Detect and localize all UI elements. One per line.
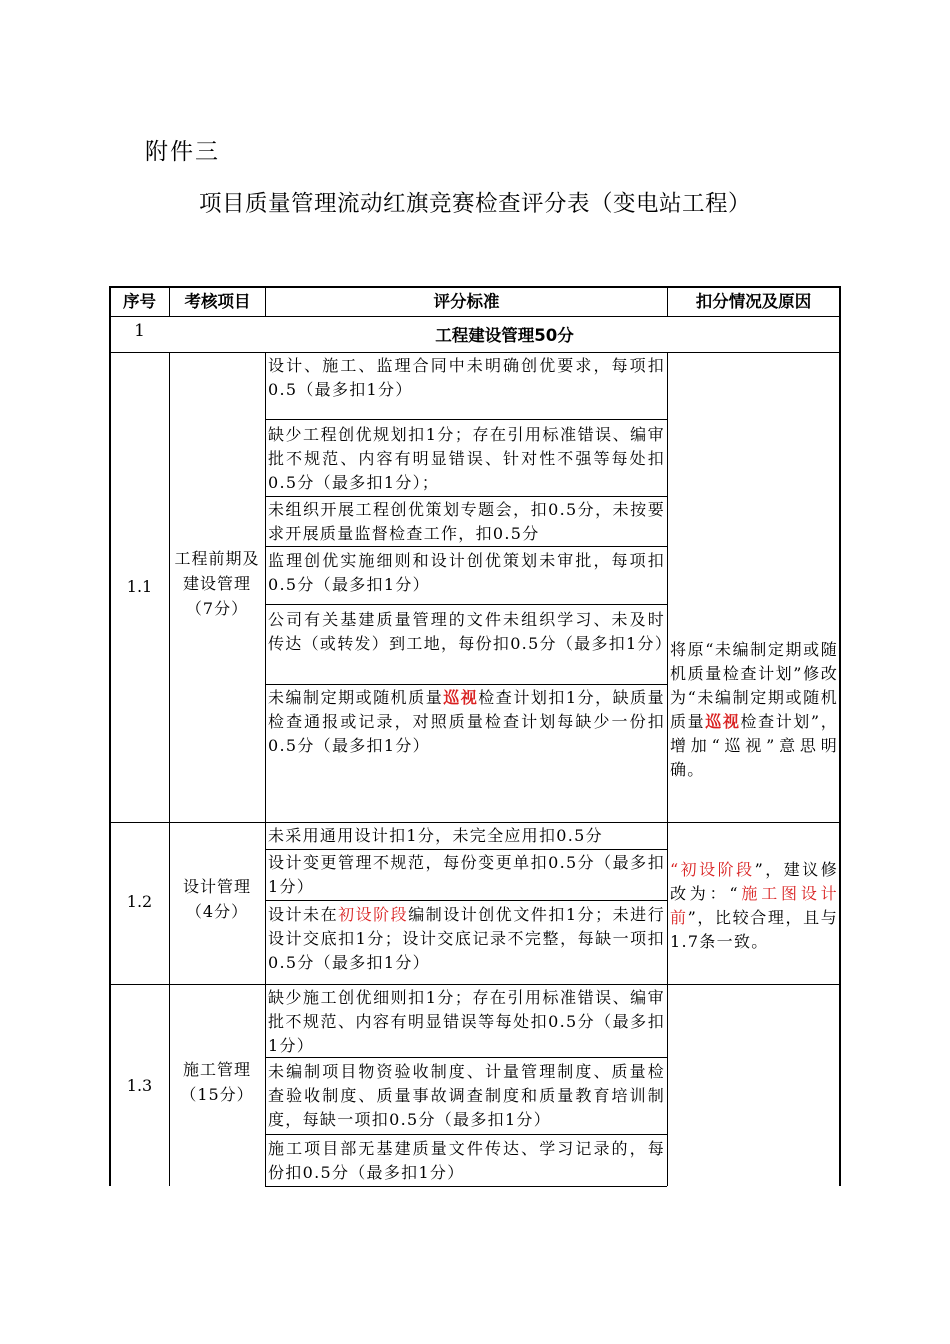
header-seq: 序号	[123, 292, 156, 311]
criteria-1-1-b: 缺少工程创优规划扣1分；存在引用标准错误、编审批不规范、内容有明显错误、针对性不强等每处扣0.5分（最多扣1分）；	[268, 425, 665, 492]
criteria-1-1-c: 未组织开展工程创优策划专题会，扣0.5分，未按要求开展质量监督检查工作，扣0.5分	[268, 500, 665, 543]
criteria-1-1-d: 监理创优实施细则和设计创优策划未审批，每项扣0.5分（最多扣1分）	[268, 551, 665, 594]
attachment-label: 附件三	[145, 139, 220, 165]
highlight-text: 巡视	[705, 712, 741, 731]
row-number-1-3: 1.3	[126, 1076, 153, 1095]
section-label: 工程建设管理50分	[435, 326, 574, 345]
criteria-1-2-a: 未采用通用设计扣1分，未完全应用扣0.5分	[268, 826, 603, 845]
header-item: 考核项目	[184, 292, 251, 311]
section-number: 1	[134, 321, 145, 341]
highlight-text: 施工图设计前	[670, 884, 838, 927]
note-1-1: 将原“未编制定期或随机质量检查计划”修改为“未编制定期或随机质量巡视检查计划”，增加“巡视”意思明确。	[670, 640, 839, 779]
criteria-1-1-a: 设计、施工、监理合同中未明确创优要求，每项扣0.5（最多扣1分）	[268, 356, 665, 399]
highlight-text: 初设阶段	[338, 905, 409, 924]
criteria-1-1-f: 未编制定期或随机质量巡视检查计划扣1分，缺质量检查通报或记录，对照质量检查计划每缺少一份扣0.5分（最多扣1分）	[268, 688, 665, 755]
page-title: 项目质量管理流动红旗竞赛检查评分表（变电站工程）	[198, 191, 751, 217]
row-number-1-2: 1.2	[126, 892, 153, 911]
criteria-1-2-c: 设计未在初设阶段编制设计创优文件扣1分；未进行设计交底扣1分；设计交底记录不完整，每缺一项扣0.5分（最多扣1分）	[268, 905, 665, 972]
criteria-1-3-a: 缺少施工创优细则扣1分；存在引用标准错误、编审批不规范、内容有明显错误等每处扣0.5分（最多扣1分）	[268, 988, 665, 1055]
note-1-2: “初设阶段”，建议修改为：“施工图设计前”，比较合理，且与1.7条一致。	[670, 860, 838, 951]
header-criteria: 评分标准	[433, 292, 500, 311]
highlight-text: 巡视	[443, 688, 479, 707]
row-number-1-1: 1.1	[126, 577, 153, 596]
criteria-1-2-b: 设计变更管理不规范，每份变更单扣0.5分（最多扣1分）	[268, 853, 665, 896]
category-1-3: 施工管理 （15分）	[180, 1060, 254, 1104]
header-deduction: 扣分情况及原因	[695, 292, 812, 311]
category-1-1: 工程前期及 建设管理 （7分）	[174, 549, 260, 618]
highlight-text: 初设阶段	[679, 860, 755, 879]
criteria-1-3-c: 施工项目部无基建质量文件传达、学习记录的，每份扣0.5分（最多扣1分）	[268, 1139, 665, 1182]
criteria-1-1-e: 公司有关基建质量管理的文件未组织学习、未及时传达（或转发）到工地，每份扣0.5分（最多扣1分）	[268, 610, 673, 653]
criteria-1-3-b: 未编制项目物资验收制度、计量管理制度、质量检查验收制度、质量事故调查制度和质量教育培训制度，每缺一项扣0.5分（最多扣1分）	[268, 1062, 665, 1129]
category-1-2: 设计管理 （4分）	[182, 877, 251, 921]
